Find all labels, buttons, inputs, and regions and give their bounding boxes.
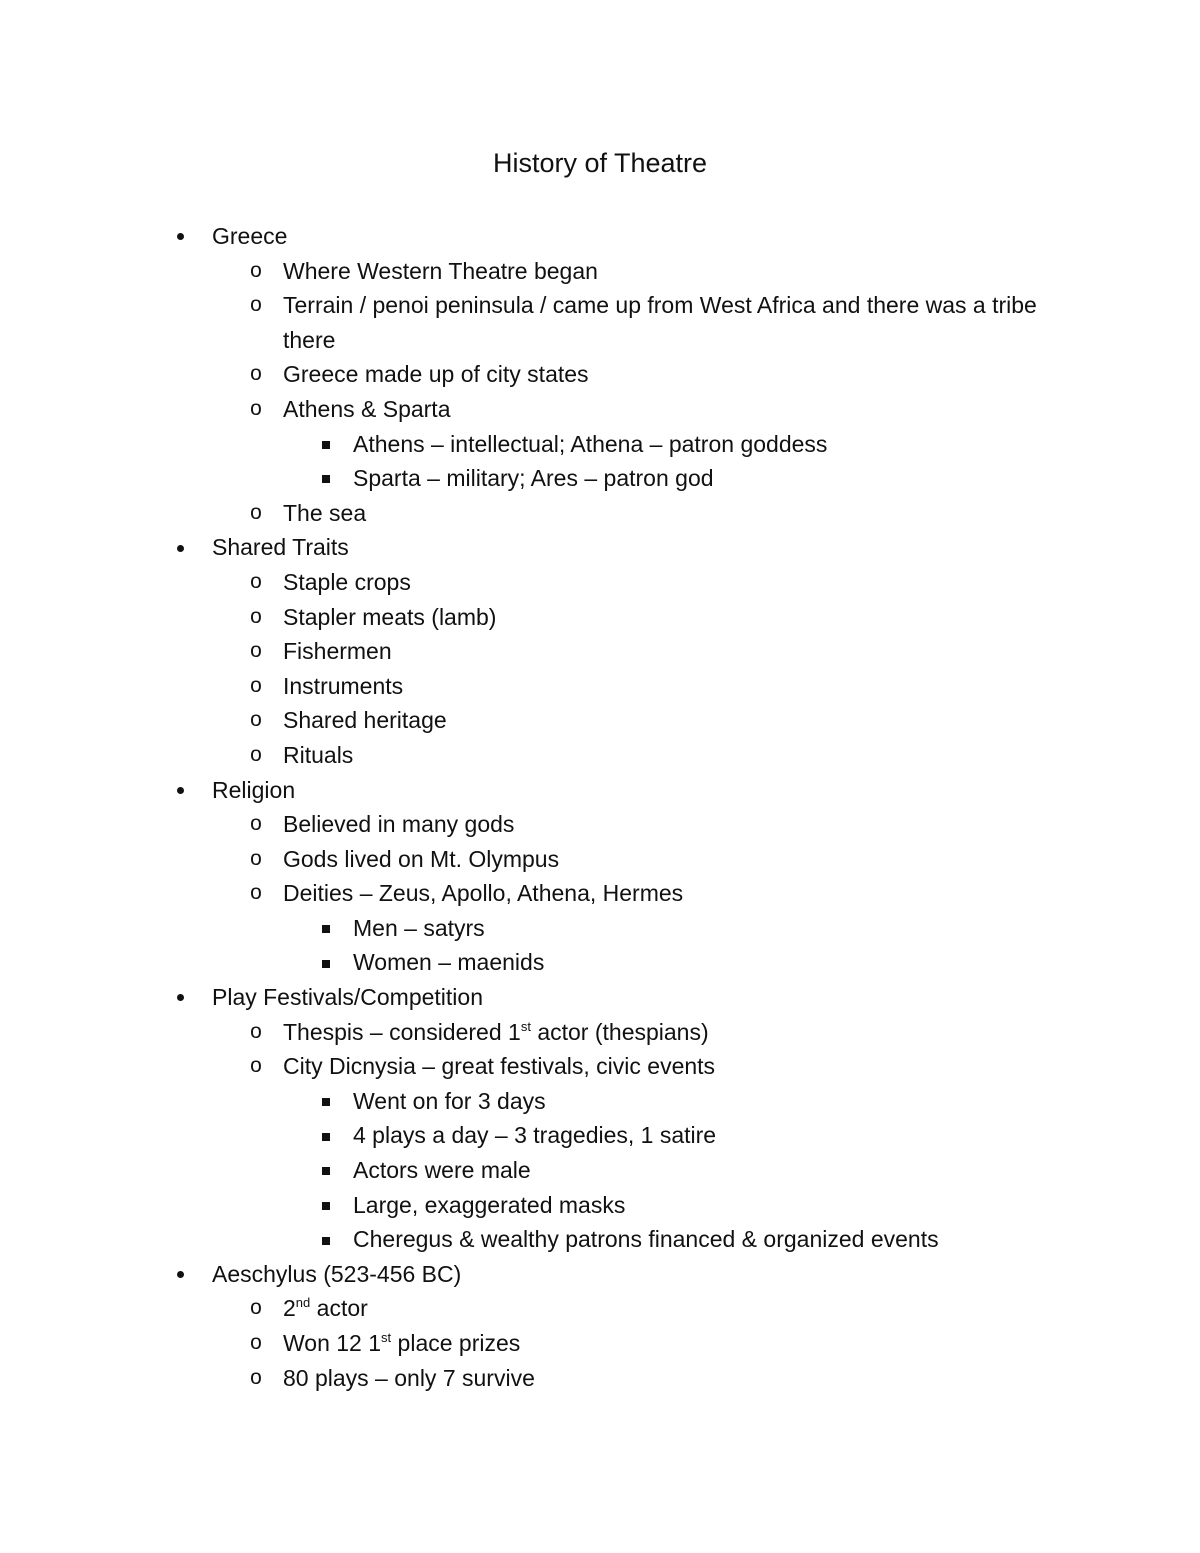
bullet-square-icon — [316, 911, 336, 946]
outline-item-text: Stapler meats (lamb) — [283, 603, 497, 630]
bullet-dot-shape — [177, 994, 184, 1001]
outline-item-level2 — [0, 254, 1200, 289]
bullet-square-icon — [316, 1118, 336, 1153]
bullet-square-icon — [316, 1084, 336, 1119]
bullet-dot-icon — [170, 980, 190, 1015]
outline-item-text: Deities – Zeus, Apollo, Athena, Hermes — [283, 880, 684, 907]
bullet-dot-shape — [177, 545, 184, 552]
outline-item-text: Religion — [212, 776, 296, 803]
ordinal-superscript: st — [520, 1018, 531, 1034]
bullet-square-shape — [322, 441, 330, 449]
outline-item-level2 — [0, 807, 1200, 842]
text-segment: Won 12 1 — [283, 1330, 382, 1356]
bullet-square-shape — [322, 925, 330, 933]
bullet-square-shape — [322, 1098, 330, 1106]
outline-item-text: The sea — [283, 499, 367, 526]
outline-item-level2 — [0, 669, 1200, 704]
bullet-square-shape — [322, 960, 330, 968]
outline-item-level2 — [0, 1326, 1200, 1361]
outline-item-text: 80 plays – only 7 survive — [283, 1364, 535, 1391]
text-segment: Thespis – considered 1 — [283, 1018, 521, 1045]
bullet-square-icon — [316, 1222, 336, 1257]
bullet-circle-icon: o — [250, 1296, 262, 1320]
text-segment: place prizes — [391, 1330, 521, 1356]
bullet-circle-icon: o — [250, 569, 262, 593]
bullet-circle-icon: o — [250, 604, 262, 628]
outline-item-text: Cheregus & wealthy patrons financed & organized events — [353, 1226, 939, 1253]
notes-outline — [0, 219, 1200, 1395]
outline-item-text: Women – maenids — [353, 949, 545, 976]
outline-item-text: Athens – intellectual; Athena – patron goddess — [353, 430, 828, 457]
outline-item-text: Believed in many gods — [283, 811, 515, 838]
outline-item-text: Greece — [212, 223, 288, 249]
outline-item-level2 — [0, 1015, 1200, 1050]
bullet-square-icon — [316, 461, 336, 496]
outline-item-text: Staple crops — [283, 568, 411, 595]
outline-item-text — [283, 1291, 1073, 1326]
outline-item-text: Actors were male — [353, 1157, 531, 1184]
outline-item-text: Terrain / penoi peninsula / came up from West Africa and there was a tribe there — [283, 292, 1037, 353]
bullet-circle-icon: o — [250, 742, 262, 766]
outline-item-level1 — [0, 1257, 1200, 1292]
outline-item-level3 — [0, 911, 1200, 946]
bullet-circle-icon: o — [250, 396, 262, 420]
outline-item-level2 — [0, 496, 1200, 531]
bullet-circle-icon: o — [250, 846, 262, 870]
bullet-square-shape — [322, 1167, 330, 1175]
outline-item-level2 — [0, 392, 1200, 427]
ordinal-superscript: nd — [295, 1295, 311, 1311]
bullet-dot-icon — [170, 773, 190, 808]
outline-item-text: Men – satyrs — [353, 914, 485, 941]
bullet-square-icon — [316, 1153, 336, 1188]
bullet-dot-icon — [170, 530, 190, 565]
outline-item-level3 — [0, 1084, 1200, 1119]
text-segment: actor — [310, 1295, 368, 1322]
bullet-circle-icon: o — [250, 708, 262, 732]
bullet-square-shape — [322, 1237, 330, 1245]
bullet-circle-icon: o — [250, 673, 262, 697]
document-title: History of Theatre — [492, 148, 708, 178]
outline-item-text: Large, exaggerated masks — [353, 1191, 626, 1218]
bullet-circle-icon: o — [250, 639, 262, 663]
outline-item-level2 — [0, 842, 1200, 877]
outline-item-level3 — [0, 461, 1200, 496]
bullet-square-icon — [316, 1188, 336, 1223]
bullet-circle-icon: o — [250, 1019, 262, 1043]
bullet-dot-icon — [170, 1257, 190, 1292]
outline-item-level3 — [0, 1153, 1200, 1188]
ordinal-superscript: st — [381, 1330, 392, 1345]
bullet-dot-shape — [177, 233, 184, 240]
outline-item-level2 — [0, 738, 1200, 773]
bullet-circle-icon: o — [250, 500, 262, 524]
bullet-dot-icon — [170, 219, 190, 254]
outline-item-level2 — [0, 288, 1200, 357]
outline-item-text: Instruments — [283, 672, 404, 699]
bullet-dot-shape — [177, 1271, 184, 1278]
bullet-circle-icon: o — [250, 1331, 262, 1354]
bullet-circle-icon: o — [250, 293, 262, 317]
bullet-circle-icon: o — [250, 258, 262, 282]
text-segment: actor (thespians) — [530, 1018, 709, 1045]
bullet-circle-icon: o — [250, 812, 262, 836]
outline-item-text: Fishermen — [283, 638, 392, 665]
outline-item-text — [283, 1326, 1073, 1361]
outline-item-text: Gods lived on Mt. Olympus — [283, 845, 560, 872]
outline-item-level2 — [0, 1049, 1200, 1084]
outline-item-level1 — [0, 219, 1200, 254]
outline-item-text — [283, 1015, 1073, 1050]
outline-item-level2 — [0, 634, 1200, 669]
outline-item-level2 — [0, 600, 1200, 635]
outline-item-text: Went on for 3 days — [353, 1087, 546, 1114]
outline-item-text: 4 plays a day – 3 tragedies, 1 satire — [353, 1122, 717, 1149]
outline-item-level2 — [0, 876, 1200, 911]
outline-item-level3 — [0, 1222, 1200, 1257]
bullet-circle-icon: o — [250, 1054, 262, 1078]
outline-item-text: City Dicnysia – great festivals, civic events — [283, 1053, 716, 1080]
outline-item-level2 — [0, 703, 1200, 738]
bullet-square-icon — [316, 427, 336, 462]
outline-item-level3 — [0, 427, 1200, 462]
bullet-square-icon — [316, 945, 336, 980]
outline-item-text: Where Western Theatre began — [283, 257, 598, 284]
outline-item-level2 — [0, 565, 1200, 600]
bullet-dot-shape — [177, 787, 184, 794]
outline-item-text: Aeschylus (523-456 BC) — [212, 1260, 462, 1287]
outline-item-text: Shared Traits — [212, 534, 349, 561]
outline-item-level1 — [0, 530, 1200, 565]
outline-item-level2 — [0, 357, 1200, 392]
text-segment: 2 — [283, 1295, 296, 1322]
outline-item-text: Rituals — [283, 741, 354, 768]
bullet-circle-icon: o — [250, 1365, 262, 1389]
bullet-circle-icon: o — [250, 362, 262, 386]
bullet-circle-icon: o — [250, 881, 262, 905]
outline-item-text: Athens & Sparta — [283, 395, 451, 422]
outline-item-text: Play Festivals/Competition — [212, 984, 483, 1011]
bullet-square-shape — [322, 1133, 330, 1141]
outline-item-level2 — [0, 1291, 1200, 1326]
outline-item-level1 — [0, 773, 1200, 808]
outline-item-level2 — [0, 1361, 1200, 1396]
outline-item-level3 — [0, 1188, 1200, 1223]
outline-item-level3 — [0, 1118, 1200, 1153]
outline-item-level1 — [0, 980, 1200, 1015]
bullet-square-shape — [322, 1202, 330, 1210]
outline-item-text: Sparta – military; Ares – patron god — [353, 465, 714, 492]
outline-item-text: Greece made up of city states — [283, 361, 589, 388]
bullet-square-shape — [322, 475, 330, 483]
outline-item-level3 — [0, 945, 1200, 980]
outline-item-text: Shared heritage — [283, 707, 447, 734]
